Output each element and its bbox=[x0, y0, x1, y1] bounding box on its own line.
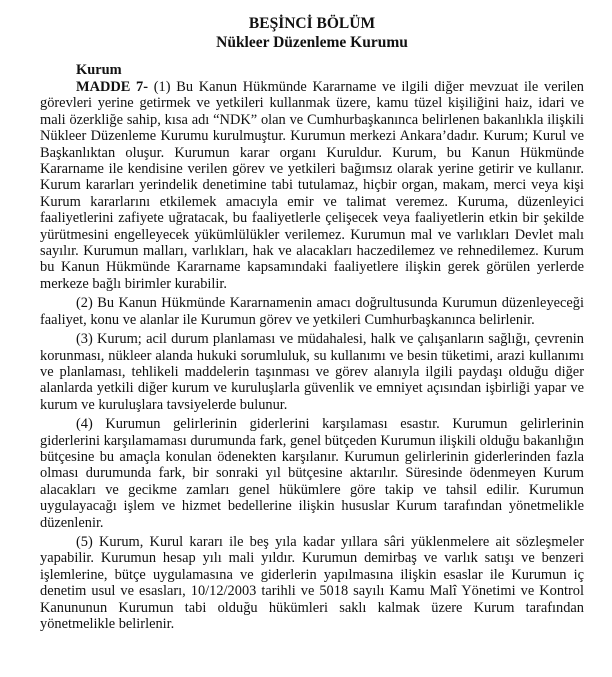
article-paragraph-2 bbox=[40, 295, 584, 328]
paragraph-text: (5) Kurum, Kurul kararı ile beş yıla kadar yıllara sâri yüklenmelere ait sözleşmeler yapabilir. Kurumun hesap yılı mali yıldır. Kurumun demirbaş ve varlık satışı ve benzeri işlemlerine, bütçe uygulamasına ve giderlerin yapılmasına ilişkin esaslar ile Kurumun iç denetim usul ve esasları, 10/12/2003 tarihli ve 5018 sayılı Kamu Malî Yönetimi ve Kontrol Kanununun Kurumun tabi olduğu hükümleri saklı kalmak üzere Kurum tarafından yönetmelikle belirlenir. bbox=[40, 533, 584, 632]
paragraph-text: (2) Bu Kanun Hükmünde Kararnamenin amacı doğrultusunda Kurumun düzenleyeceği faaliyet, konu ve alanlar ile Kurumun görev ve yetkileri Cumhurbaşkanınca belirlenir. bbox=[40, 295, 584, 328]
paragraph-text: (4) Kurumun gelirlerinin giderlerini karşılaması esastır. Kurumun gelirlerinin giderlerini karşılamaması durumunda fark, genel bütçeden Kurumun ilişkili olduğu bakanlığın bütçesine bu amaçla konulan ödenekten karşılanır. Kurumun gelirlerinin giderlerinden fazla olması durumunda fark, bir sonraki yıl bütçesine aktarılır. Süresinde ödenmeyen Kurum alacakları ve gecikme zamları genel hükümlere göre takip ve tahsil edilir. Kurumun uygulayacağı işlem ve hizmet bedellerine ilişkin hususlar Kurum tarafından yönetmelikle düzenlenir. bbox=[40, 416, 584, 531]
chapter-title: BEŞİNCİ BÖLÜM bbox=[248, 15, 376, 32]
chapter-subtitle: Nükleer Düzenleme Kurumu bbox=[216, 34, 408, 51]
article-paragraph-5 bbox=[40, 534, 584, 632]
section-heading: Kurum bbox=[76, 62, 122, 78]
paragraph-text: (1) Bu Kanun Hükmünde Kararname ve ilgili diğer mevzuat ile verilen görevleri yerine getirmek ve yetkileri kullanmak üzere, kamu tüzel kişiliğini haiz, idari ve mali özerkliğe sahip, kısa adı “NDK” olan ve Cumhurbaşkanınca belirlenen bakanlıkla ilişkili Nükleer Düzenleme Kurumu kurulmuştur. Kurumun merkezi Ankara’dadır. Kurum; Kurul ve Başkanlıktan oluşur. Kurumun karar organı Kuruldur. Kurum, bu Kanun Hükmünde Kararname ile kendisine verilen görev ve yetkileri bağımsız olarak yerine getirir ve kullanır. Kurum kararları yerindelik denetimine tabi tutulamaz, hiçbir organ, makam, merci veya kişi Kurum kararlarını etkilemek amacıyla emir ve talimat veremez. Kuruma, düzenleyici faaliyetlerini zafiyete uğratacak, bu faaliyetlerle çelişecek veya faaliyetlerin etkin bir şekilde yürütmesini engelleyecek yükümlülükler verilemez. Kurumun mal ve varlıkları Devlet malı sayılır. Kurumun malları, varlıkları, hak ve alacakları haczedilemez ve rehnedilemez. Kurum bu Kanun Hükmünde Kararname kapsamındaki faaliyetlere ilişkin gerek görülen yerlerde merkeze bağlı birimler kurabilir. bbox=[40, 79, 584, 292]
paragraph-text: (3) Kurum; acil durum planlaması ve müdahalesi, halk ve çalışanların sağlığı, çevrenin korunması, nükleer alanda hukuki sorumluluk, su kullanımı ve besin tüketimi, arazi kullanımı ve planlaması, tehlikeli maddelerin taşınması ve görev alanıyla ilgili paydaşı olduğu diğer alanlarda yetkili diğer kurum ve kuruluşlarla güvenlik ve emniyet açısından işbirliği yapar ve kurum ve kuruluşlara tavsiyelerde bulunur. bbox=[40, 331, 584, 413]
article-paragraph-4 bbox=[40, 416, 584, 531]
article-paragraph-1 bbox=[40, 79, 584, 292]
article-label: MADDE 7- bbox=[76, 79, 149, 95]
article-paragraph-3 bbox=[40, 331, 584, 413]
